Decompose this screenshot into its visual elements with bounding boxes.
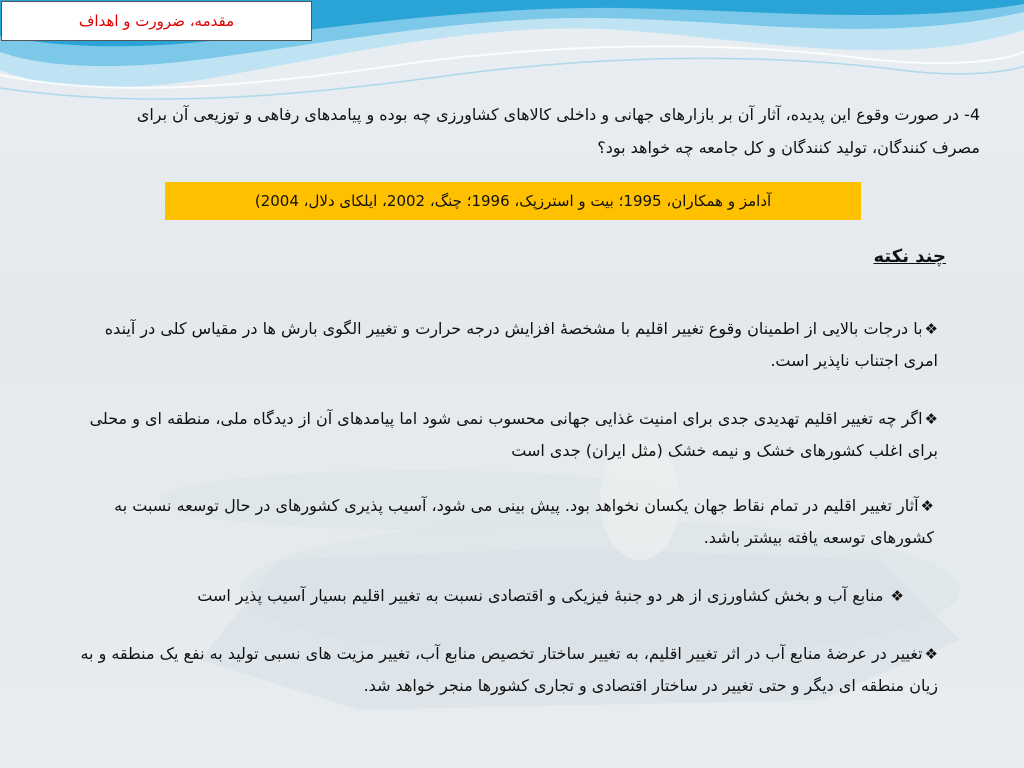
bullet-text: تغییر در عرضهٔ منابع آب در اثر تغییر اقلیم، به تغییر ساختار تخصیص منابع آب، تغییر مزیت های نسبی تولید به نفع یک منطقه و به زیان منطقه ای دیگر و حتی تغییر در ساختار اقتصادی و تجاری کشورها منجر خواهد شد. [80, 644, 938, 695]
bullet-text: منابع آب و بخش کشاورزی از هر دو جنبهٔ فیزیکی و اقتصادی نسبت به تغییر اقلیم بسیار آسیب پذیر است [197, 586, 884, 605]
bullet-text: آثار تغییر اقلیم در تمام نقاط جهان یکسان نخواهد بود. پیش بینی می شود، آسیب پذیری کشورهای در حال توسعه نسبت به کشورهای توسعه یافته بیشتر باشد. [114, 496, 934, 547]
list-item [80, 313, 938, 376]
references-text: آدامز و همکاران، 1995؛ بیت و استرزپک، 1996؛ چنگ، 2002، ایلکای دلال، 2004) [254, 192, 772, 210]
diamond-bullet-icon: ❖ [924, 320, 938, 338]
points-heading: چند نکته [873, 246, 946, 267]
list-item [66, 490, 934, 553]
diamond-bullet-icon: ❖ [920, 497, 934, 515]
bullet-text: اگر چه تغییر اقلیم تهدیدی جدی برای امنیت غذایی جهانی محسوب نمی شود اما پیامدهای آن از دیدگاه ملی، منطقه ای و محلی برای اغلب کشورهای خشک و نیمه خشک (مثل ایران) جدی است [89, 409, 938, 460]
list-item [110, 580, 904, 612]
list-item [48, 638, 938, 701]
references-box [165, 182, 861, 220]
slide-title: مقدمه، ضرورت و اهداف [78, 12, 235, 30]
slide-title-box [1, 1, 312, 41]
diamond-bullet-icon: ❖ [890, 587, 904, 605]
diamond-bullet-icon: ❖ [924, 645, 938, 663]
list-item [60, 403, 938, 466]
question-paragraph: 4- در صورت وقوع این پدیده، آثار آن بر بازارهای جهانی و داخلی کالاهای کشاورزی چه بوده و پیامدهای رفاهی و توزیعی آن برای مصرف کنندگان، تولید کنندگان و کل جامعه چه خواهد بود؟ [136, 105, 980, 157]
diamond-bullet-icon: ❖ [924, 410, 938, 428]
bullet-text: با درجات بالایی از اطمینان وقوع تغییر اقلیم با مشخصهٔ افزایش درجه حرارت و تغییر الگوی بارش ها در مقیاس کلی در آینده امری اجتناب ناپذیر است. [104, 319, 938, 370]
